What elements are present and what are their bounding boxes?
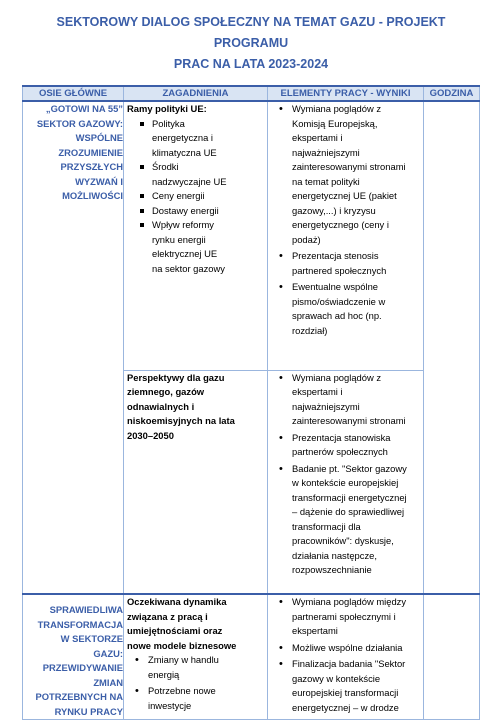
header-main-axes: OSIE GŁÓWNE [23,86,124,101]
hour-cell-section-1 [424,101,480,594]
list-item: Ceny energii [140,189,267,204]
topic-gas-outlook: Perspektywy dla gazu ziemnego, gazów odnawialnych i niskoemisyjnych na lata 2030–2050 [124,370,268,594]
axis-section-2: SPRAWIEDLIWA TRANSFORMACJA W SEKTORZE GAZU: PRZEWIDYWANIE ZMIAN POTRZEBNYCH NA RYNKU PRACY [23,594,124,720]
title-line-1: SEKTOROWY DIALOG SPOŁECZNY NA TEMAT GAZU - PROJEKT PROGRAMU [56,15,446,50]
list-item: • Potrzebne nowe inwestycje [138,684,265,713]
table-row [23,101,480,370]
table-header-row [23,86,480,101]
list-item: • Możliwe wspólne działania [282,641,421,656]
hour-cell-section-2 [424,594,480,720]
list-item: Dostawy energii [140,204,267,219]
list-item: • Ewentualne wspólne pismo/oświadczenie w sprawach ad hoc (np. rozdział) [282,280,421,338]
header-work-results: ELEMENTY PRACY - WYNIKI [268,86,424,101]
topic-eu-policy: Ramy polityki UE: Polityka energetyczna i klimatyczna UE Środki nadzwyczajne UE Ceny energii Dostawy energii Wpływ reformy rynku energii elektrycznej UE na sektor gazowy [124,101,268,370]
header-hour: GODZINA [424,86,480,101]
list-item: • Finalizacja badania "Sektor gazowy w kontekście europejskiej transformacji energetycznej – w drodze [282,657,421,715]
list-item: • Wymiana poglądów z Komisją Europejską, ekspertami i najważniejszymi zainteresowanymi stronami na temat polityki energetycznej UE (pakiet gazowy,...) i kryzysu energetycznego (ceny i podaż) [282,102,421,247]
header-topics: ZAGADNIENIA [124,86,268,101]
results-eu-policy [268,101,424,370]
results-work-dynamics [268,594,424,720]
title-line-2: PRAC NA LATA 2023-2024 [173,57,329,71]
topic-work-dynamics: Oczekiwana dynamika związana z pracą i umiejętnościami oraz nowe modele biznesowe • Zmiany w handlu energią • Potrzebne nowe inwestycje [124,594,268,720]
document-title [20,12,482,75]
table-row [23,594,480,720]
list-item: • Wymiana poglądów z ekspertami i najważniejszymi zainteresowanymi stronami [282,371,421,429]
results-gas-outlook [268,370,424,594]
topic-eu-policy-list [124,117,267,277]
list-item: • Badanie pt. "Sektor gazowy w kontekście europejskiej transformacji energetycznej – dążenie do sprawiedliwej transformacji dla pracowników": dyskusje, działania następcze, rozpowszechnianie [282,462,421,578]
list-item: Wpływ reformy rynku energii elektrycznej UE na sektor gazowy [140,218,267,276]
axis-section-1: „GOTOWI NA 55” SEKTOR GAZOWY: WSPÓLNE ZROZUMIENIE PRZYSZŁYCH WYZWAŃ I MOŻLIWOŚCI [23,101,124,594]
list-item: • Prezentacja stenosis partnered społecznych [282,249,421,278]
list-item: Środki nadzwyczajne UE [140,160,267,189]
program-table [22,85,480,720]
list-item: Polityka energetyczna i klimatyczna UE [140,117,267,161]
list-item: • Wymiana poglądów między partnerami społecznymi i ekspertami [282,595,421,639]
list-item: • Prezentacja stanowiska partnerów społecznych [282,431,421,460]
list-item: • Zmiany w handlu energią [138,653,265,682]
